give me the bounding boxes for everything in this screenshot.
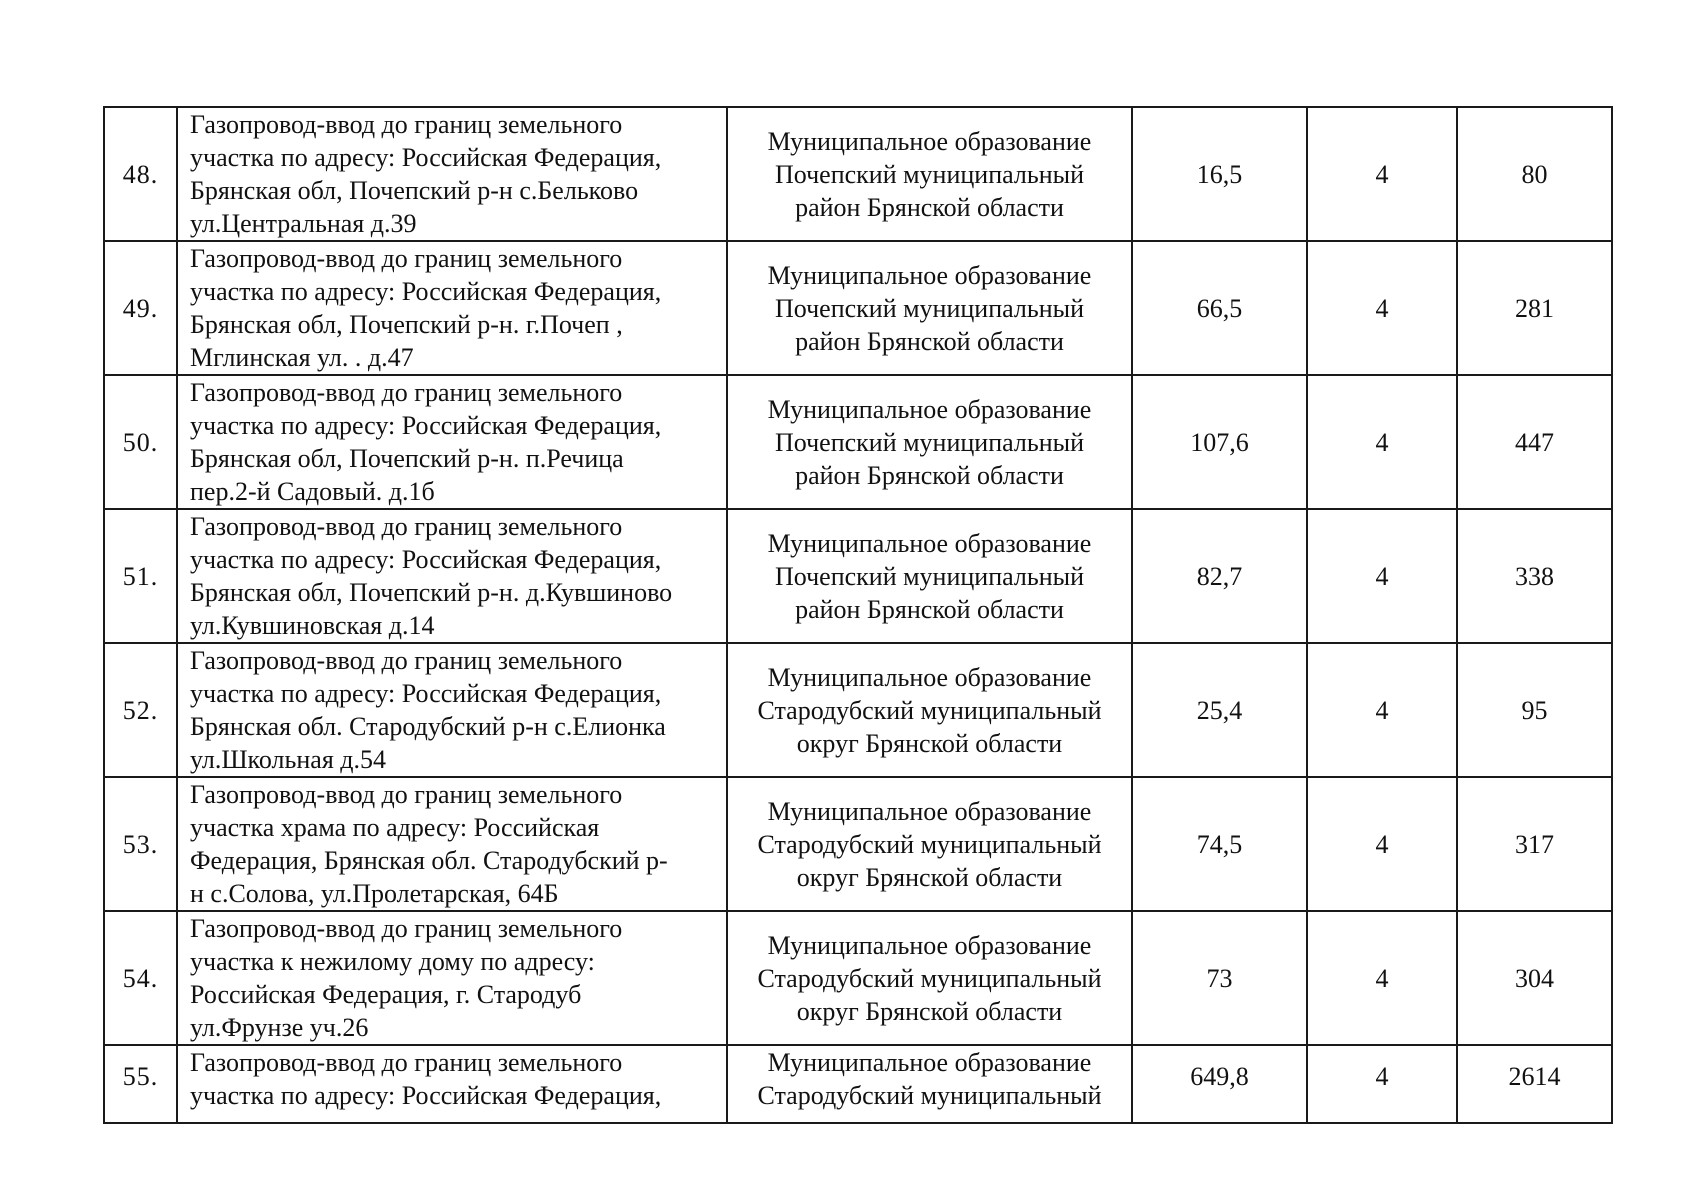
- owner-municipality-cell: [727, 777, 1132, 911]
- owner-municipality-cell: [727, 1045, 1132, 1123]
- table-row: [104, 375, 1612, 509]
- length-value-cell: [1132, 509, 1307, 643]
- row-number: 49.: [122, 293, 159, 323]
- length-value: 66,5: [1196, 293, 1243, 323]
- length-value: 82,7: [1196, 561, 1243, 591]
- length-value: 73: [1206, 963, 1233, 993]
- table-body: [104, 107, 1612, 1123]
- length-value: 107,6: [1190, 427, 1249, 457]
- row-number-cell: [104, 777, 177, 911]
- pressure-value: 4: [1375, 159, 1389, 189]
- object-description: Газопровод-ввод до границ земельного участка по адресу: Российская Федерация, Брянская обл, Почепский р-н. д.Кувшиново ул.Кувшиновская д.14: [190, 512, 673, 640]
- pressure-value-cell: [1307, 509, 1457, 643]
- pressure-value: 4: [1375, 963, 1389, 993]
- cost-value: 338: [1515, 561, 1554, 591]
- row-number: 52.: [122, 695, 159, 725]
- length-value: 25,4: [1196, 695, 1243, 725]
- cost-value: 447: [1515, 427, 1554, 457]
- table-row: [104, 1045, 1612, 1123]
- row-number: 55.: [122, 1062, 159, 1091]
- pressure-value: 4: [1375, 561, 1389, 591]
- cost-value-cell: [1457, 509, 1612, 643]
- owner-municipality: Муниципальное образование Стародубский муниципальный округ Брянской области: [757, 930, 1102, 1026]
- length-value-cell: [1132, 911, 1307, 1045]
- pressure-value-cell: [1307, 241, 1457, 375]
- owner-municipality: Муниципальное образование Почепский муниципальный район Брянской области: [767, 394, 1092, 490]
- owner-municipality: Муниципальное образование Стародубский муниципальный округ Брянской области: [757, 796, 1102, 892]
- owner-municipality-cell: [727, 375, 1132, 509]
- cost-value-cell: [1457, 911, 1612, 1045]
- cost-value: 80: [1521, 159, 1548, 189]
- owner-municipality: Муниципальное образование Почепский муниципальный район Брянской области: [767, 260, 1092, 356]
- owner-municipality-cell: [727, 241, 1132, 375]
- pressure-value-cell: [1307, 643, 1457, 777]
- object-description: Газопровод-ввод до границ земельного участка храма по адресу: Российская Федерация, Брянская обл. Стародубский р- н с.Солова, ул.Пролетарская, 64Б: [190, 780, 668, 908]
- length-value-cell: [1132, 107, 1307, 241]
- object-description: Газопровод-ввод до границ земельного участка по адресу: Российская Федерация, Брянская обл, Почепский р-н. п.Речица пер.2-й Садовый. д.1б: [190, 378, 662, 506]
- cost-value: 95: [1521, 695, 1548, 725]
- object-description-cell: [177, 911, 727, 1045]
- row-number: 53.: [122, 829, 159, 859]
- length-value: 16,5: [1196, 159, 1243, 189]
- length-value: 74,5: [1196, 829, 1243, 859]
- table-row: [104, 241, 1612, 375]
- pressure-value-cell: [1307, 911, 1457, 1045]
- row-number-cell: [104, 643, 177, 777]
- owner-municipality: Муниципальное образование Почепский муниципальный район Брянской области: [767, 126, 1092, 222]
- cost-value-cell: [1457, 375, 1612, 509]
- owner-municipality: Муниципальное образование Стародубский муниципальный: [757, 1048, 1102, 1110]
- object-description-cell: [177, 375, 727, 509]
- object-description-cell: [177, 643, 727, 777]
- row-number-cell: [104, 375, 177, 509]
- cost-value: 317: [1515, 829, 1554, 859]
- owner-municipality: Муниципальное образование Стародубский муниципальный округ Брянской области: [757, 662, 1102, 758]
- length-value-cell: [1132, 375, 1307, 509]
- row-number-cell: [104, 241, 177, 375]
- owner-municipality: Муниципальное образование Почепский муниципальный район Брянской области: [767, 528, 1092, 624]
- cost-value: 304: [1515, 963, 1554, 993]
- owner-municipality-cell: [727, 911, 1132, 1045]
- object-description-cell: [177, 509, 727, 643]
- length-value: 649,8: [1190, 1062, 1249, 1091]
- cost-value-cell: [1457, 1045, 1612, 1123]
- object-description-cell: [177, 107, 727, 241]
- owner-municipality-cell: [727, 107, 1132, 241]
- pressure-value: 4: [1375, 829, 1389, 859]
- pressure-value: 4: [1375, 427, 1389, 457]
- length-value-cell: [1132, 777, 1307, 911]
- cost-value: 2614: [1508, 1062, 1561, 1091]
- object-description-cell: [177, 241, 727, 375]
- object-description: Газопровод-ввод до границ земельного участка к нежилому дому по адресу: Российская Федерация, г. Стародуб ул.Фрунзе уч.26: [190, 914, 623, 1042]
- table-row: [104, 509, 1612, 643]
- cost-value-cell: [1457, 777, 1612, 911]
- object-description-cell: [177, 1045, 727, 1123]
- cost-value-cell: [1457, 241, 1612, 375]
- row-number-cell: [104, 1045, 177, 1123]
- row-number-cell: [104, 107, 177, 241]
- pressure-value-cell: [1307, 107, 1457, 241]
- pressure-value-cell: [1307, 777, 1457, 911]
- pressure-value: 4: [1375, 293, 1389, 323]
- object-description: Газопровод-ввод до границ земельного участка по адресу: Российская Федерация, Брянская обл, Почепский р-н. г.Почеп , Мглинская ул. . д.47: [190, 244, 662, 372]
- object-description: Газопровод-ввод до границ земельного участка по адресу: Российская Федерация,: [190, 1048, 662, 1110]
- cost-value: 281: [1515, 293, 1554, 323]
- pressure-value: 4: [1375, 1062, 1389, 1091]
- object-description-cell: [177, 777, 727, 911]
- length-value-cell: [1132, 643, 1307, 777]
- length-value-cell: [1132, 241, 1307, 375]
- table-row: [104, 107, 1612, 241]
- row-number: 51.: [122, 561, 159, 591]
- row-number: 48.: [122, 159, 159, 189]
- pressure-value: 4: [1375, 695, 1389, 725]
- gas-pipeline-table: [103, 106, 1613, 1124]
- owner-municipality-cell: [727, 509, 1132, 643]
- length-value-cell: [1132, 1045, 1307, 1123]
- pressure-value-cell: [1307, 375, 1457, 509]
- row-number-cell: [104, 509, 177, 643]
- pressure-value-cell: [1307, 1045, 1457, 1123]
- object-description: Газопровод-ввод до границ земельного участка по адресу: Российская Федерация, Брянская обл, Почепский р-н с.Бельково ул.Центральная д.39: [190, 110, 662, 238]
- owner-municipality-cell: [727, 643, 1132, 777]
- row-number: 50.: [122, 427, 159, 457]
- cost-value-cell: [1457, 643, 1612, 777]
- table-row: [104, 777, 1612, 911]
- object-description: Газопровод-ввод до границ земельного участка по адресу: Российская Федерация, Брянская обл. Стародубский р-н с.Елионка ул.Школьная д.54: [190, 646, 666, 774]
- row-number-cell: [104, 911, 177, 1045]
- table-row: [104, 911, 1612, 1045]
- row-number: 54.: [122, 963, 159, 993]
- table-row: [104, 643, 1612, 777]
- cost-value-cell: [1457, 107, 1612, 241]
